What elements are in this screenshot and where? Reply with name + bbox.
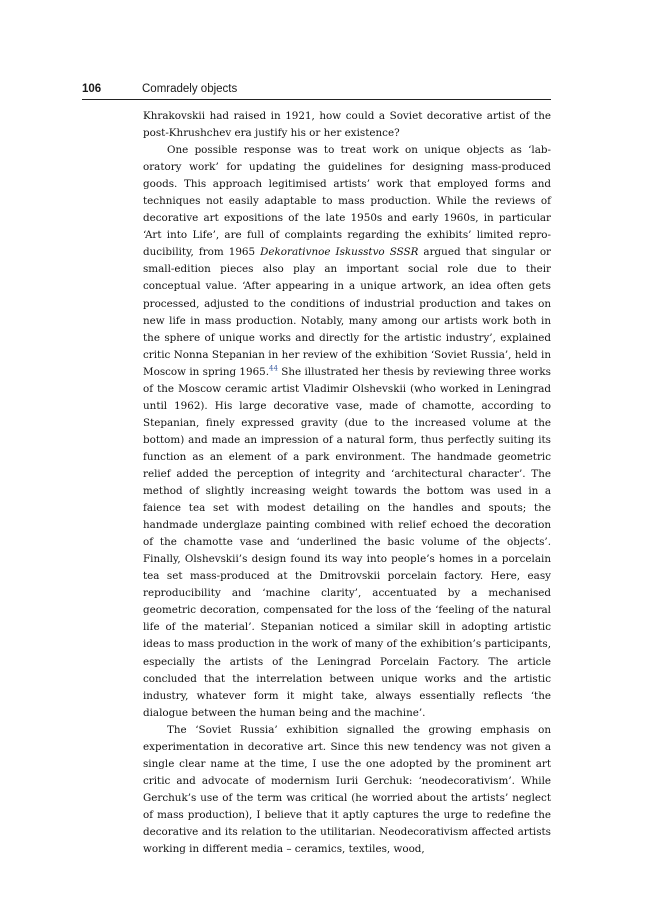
paragraph-2-text-c: She illustrated her thesis by reviewing three works of the Moscow ceramic artist Vladimir Olshevskii (who worked in Leningrad until 1962). His large decorative vase, made of chamotte, according to Stepanian, finely expressed gravity (due to the increased volume at the bottom) and made an impression of a natural form, thus perfectly suiting its function as an element of a park environment. The handmade geometric relief added the perception of integrity and ‘architectural character’. The method of slightly increasing weight towards the bottom was used in a faience tea set with modest detailing on the handles and spouts; the handmade underglaze painting combined with relief echoed the decoration of the chamotte vase and ‘underlined the basic volume of the objects’. Finally, Olshevskii’s design found its way into people’s homes in a porcelain tea set mass-produced at the Dmitrovskii porcelain factory. Here, easy reproducibility and ‘machine clarity’, accentuated by a mechanised geometric decoration, compensated for the loss of the ‘feeling of the natural life of the material’. Stepanian noticed a similar skill in adopting artistic ideas to mass production in the work of many of the exhibition’s participants, especially the artists of the Leningrad Porcelain Factory. The article concluded that the interrelation between unique works and the artistic industry, whatever form it might take, always essentially reflects ‘the dialogue between the human being and the machine’. bbox=[143, 365, 551, 719]
running-head bbox=[82, 81, 551, 100]
running-title: Comradely objects bbox=[142, 83, 238, 95]
paragraph-3 bbox=[143, 722, 551, 858]
paragraph-continued bbox=[143, 108, 551, 142]
paragraph-2-text-b: argued that singular or small-edition pieces also play an important social role due to their conceptual value. ‘After appearing in a unique artwork, an idea often gets processed, adjusted to the conditions of industrial production and takes on new life in mass production. Notably, many among our artists work both in the sphere of unique works and directly for the artistic industry’, explained critic Nonna Stepanian in her review of the exhibition ‘Soviet Russia’, held in Moscow in spring 1965. bbox=[143, 246, 551, 378]
paragraph-3-text: The ‘Soviet Russia’ exhibition signalled the growing emphasis on experimentation in decorative art. Since this new tendency was not given a single clear name at the time, I use the one adopted by the prominent art critic and advocate of modernism Iurii Gerchuk: ‘neodecorativism’. While Gerchuk’s use of the term was critical (he worried about the artists’ neglect of mass production), I believe that it aptly captures the urge to redefine the decorative and its relation to the utilitarian. Neodecorativism affected artists working in different media – ceramics, textiles, wood, bbox=[143, 723, 551, 856]
footnote-reference[interactable]: 44 bbox=[269, 364, 278, 373]
page-number: 106 bbox=[82, 83, 102, 95]
body-text bbox=[143, 108, 551, 858]
paragraph-2 bbox=[143, 142, 551, 722]
paragraph-2-text-a: One possible response was to treat work on unique objects as ‘laboratory work’ for updating the guidelines for designing mass-produced goods. This approach legitimised artists’ work that employed forms and techniques not easily adaptable to mass production. While the reviews of decorative art expositions of the late 1950s and early 1960s, in particular ‘Art into Life’, are full of complaints regarding the exhibits’ limited reproducibility, from 1965 bbox=[143, 144, 551, 259]
journal-title: Dekorativnoe Iskusstvo SSSR bbox=[260, 246, 419, 259]
paragraph-1-text: Khrakovskii had raised in 1921, how could a Soviet decorative artist of the post-Khrushchev era justify his or her existence? bbox=[143, 110, 551, 140]
